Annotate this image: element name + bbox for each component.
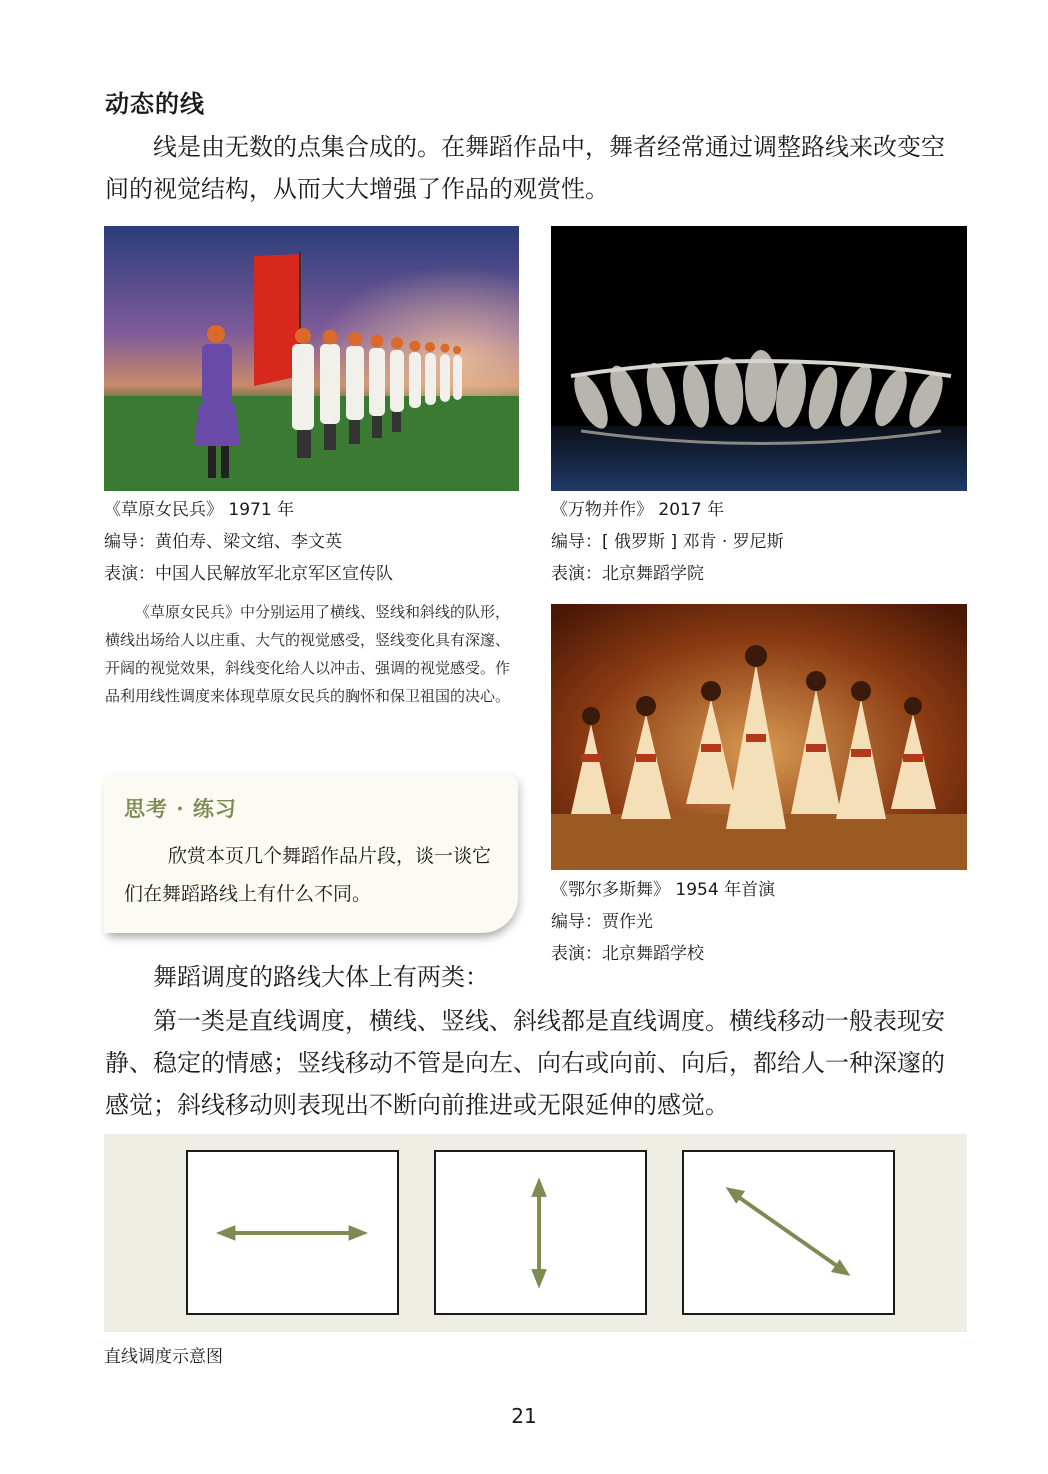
photo-contemporary-dance — [551, 226, 967, 491]
work-2-performer: 表演：北京舞蹈学院 — [551, 564, 704, 584]
vertical-arrow-icon — [531, 1177, 547, 1288]
section-heading: 动态的线 — [105, 90, 205, 118]
horizontal-line-box — [186, 1150, 399, 1315]
think-practice-box — [104, 775, 518, 933]
work-1-performer: 表演：中国人民解放军北京军区宣传队 — [104, 564, 393, 584]
diagram-caption: 直线调度示意图 — [104, 1347, 223, 1367]
vertical-line-box — [434, 1150, 647, 1315]
photo-grassland-militia — [104, 226, 519, 491]
first-type-paragraph: 第一类是直线调度，横线、竖线、斜线都是直线调度。横线移动一般表现安静、稳定的情感；竖线移动不管是向左、向右或向前、向后，都给人一种深邃的感觉；斜线移动则表现出不断向前推进或无限延伸的感觉。 — [105, 1007, 945, 1119]
work-2-title: 《万物并作》 2017 年 — [551, 500, 725, 520]
think-practice-text: 欣赏本页几个舞蹈作品片段，谈一谈它们在舞蹈路线上有什么不同。 — [124, 845, 492, 905]
work-1-title: 《草原女民兵》 1971 年 — [104, 500, 295, 520]
horizontal-arrow-icon — [216, 1225, 368, 1241]
caption-work-1 — [104, 494, 393, 590]
diagonal-arrow-icon — [726, 1187, 851, 1276]
types-intro-paragraph: 舞蹈调度的路线大体上有两类： — [153, 963, 489, 991]
caption-work-2 — [551, 494, 784, 590]
think-practice-title: 思考 · 练习 — [124, 796, 237, 821]
work-1-choreographer: 编导：黄伯寿、梁文绾、李文英 — [104, 532, 342, 552]
work-3-performer: 表演：北京舞蹈学校 — [551, 944, 704, 964]
intro-paragraph: 线是由无数的点集合成的。在舞蹈作品中，舞者经常通过调整路线来改变空间的视觉结构，从而大大增强了作品的观赏性。 — [105, 133, 945, 203]
note-paragraph: 《草原女民兵》中分别运用了横线、竖线和斜线的队形，横线出场给人以庄重、大气的视觉感受，竖线变化具有深邃、开阔的视觉效果，斜线变化给人以冲击、强调的视觉感受。作品利用线性调度来体现草原女民兵的胸怀和保卫祖国的决心。 — [105, 603, 511, 705]
diagonal-line-box — [682, 1150, 895, 1315]
work-2-choreographer: 编导：[ 俄罗斯 ] 邓肯 · 罗尼斯 — [551, 532, 784, 552]
work-3-title: 《鄂尔多斯舞》 1954 年首演 — [551, 880, 776, 900]
straight-line-diagram — [104, 1134, 967, 1332]
page-number: 21 — [511, 1404, 537, 1428]
photo-ordos-dance — [551, 604, 967, 870]
work-3-choreographer: 编导：贾作光 — [551, 912, 653, 932]
